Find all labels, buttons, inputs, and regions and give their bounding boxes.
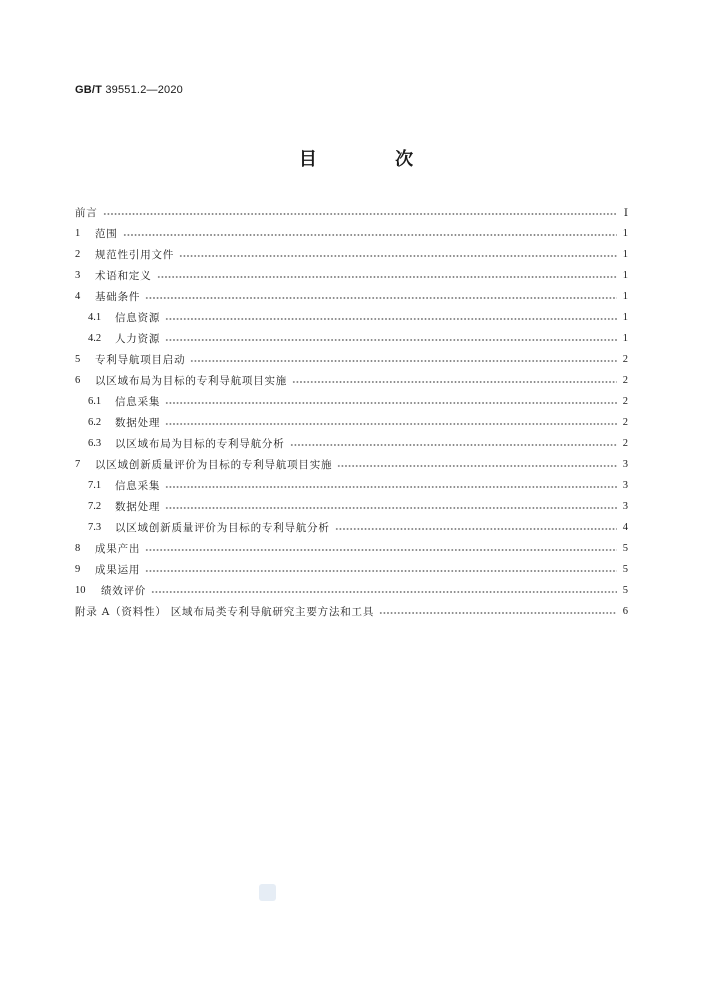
toc-dot-leader	[165, 486, 617, 488]
toc-entry-number: 7.2	[88, 501, 102, 512]
toc-entry-label: 范围	[95, 228, 118, 240]
toc-entry-page: 2	[622, 354, 628, 365]
toc-entry-number: 3	[75, 270, 81, 281]
toc-entry-label: 规范性引用文件	[95, 249, 175, 261]
page-title: 目 次	[298, 149, 450, 170]
toc-entry-label: 专利导航项目启动	[95, 354, 186, 366]
toc-entry-label: 附录 A（资料性） 区域布局类专利导航研究主要方法和工具	[75, 606, 375, 618]
standard-prefix: GB/T	[75, 84, 103, 96]
toc-entry-number: 7.1	[88, 480, 102, 491]
toc-entry-page: 1	[622, 291, 628, 302]
toc-entry-page: 2	[622, 375, 628, 386]
toc-entry-page: 5	[622, 543, 628, 554]
toc-dot-leader	[165, 507, 617, 509]
toc-entry-number: 10	[75, 585, 86, 596]
toc-entry-label: 以区域布局为目标的专利导航项目实施	[95, 375, 288, 387]
toc-entry-number: 4.1	[88, 312, 102, 323]
toc-entry-number: 1	[75, 228, 81, 239]
toc-entry-page: 3	[622, 480, 628, 491]
toc-entry-page: 3	[622, 459, 628, 470]
toc-entry-label: 以区域创新质量评价为目标的专利导航项目实施	[95, 459, 333, 471]
toc-entry-label: 信息采集	[115, 480, 161, 492]
toc-entry[interactable]	[75, 496, 628, 517]
toc-dot-leader	[337, 465, 617, 467]
table-of-contents	[75, 202, 628, 622]
toc-entry[interactable]	[75, 580, 628, 601]
watermark-logo	[259, 884, 276, 901]
toc-dot-leader	[157, 276, 618, 278]
toc-entry-label: 人力资源	[115, 333, 161, 345]
toc-entry-number: 6.3	[88, 438, 102, 449]
toc-dot-leader	[165, 423, 617, 425]
toc-entry-page: Ⅰ	[623, 207, 628, 219]
toc-entry-number: 7	[75, 459, 81, 470]
toc-entry-number: 8	[75, 543, 81, 554]
toc-entry-page: 4	[622, 522, 628, 533]
toc-entry-page: 1	[622, 312, 628, 323]
toc-dot-leader	[145, 297, 617, 299]
toc-entry[interactable]	[75, 559, 628, 580]
toc-entry-page: 2	[622, 396, 628, 407]
toc-entry-label: 信息资源	[115, 312, 161, 324]
toc-entry[interactable]	[75, 475, 628, 496]
toc-entry[interactable]	[75, 412, 628, 433]
toc-dot-leader	[103, 213, 617, 215]
toc-dot-leader	[165, 339, 617, 341]
toc-entry[interactable]	[75, 328, 628, 349]
toc-entry-label: 数据处理	[115, 417, 161, 429]
toc-entry[interactable]	[75, 202, 628, 223]
toc-entry-page: 1	[622, 333, 628, 344]
toc-entry-number: 2	[75, 249, 81, 260]
toc-entry-page: 2	[622, 438, 628, 449]
toc-entry-label: 以区域创新质量评价为目标的专利导航分析	[115, 522, 330, 534]
toc-entry-label: 绩效评价	[101, 585, 147, 597]
toc-entry-page: 2	[622, 417, 628, 428]
toc-entry-label: 基础条件	[95, 291, 141, 303]
toc-entry[interactable]	[75, 244, 628, 265]
toc-entry-page: 5	[622, 585, 628, 596]
toc-entry[interactable]	[75, 265, 628, 286]
toc-dot-leader	[123, 234, 617, 236]
toc-entry-number: 6	[75, 375, 81, 386]
toc-entry-number: 7.3	[88, 522, 102, 533]
toc-entry-label: 信息采集	[115, 396, 161, 408]
toc-entry-label: 术语和定义	[95, 270, 152, 282]
toc-entry-number: 4.2	[88, 333, 102, 344]
toc-dot-leader	[145, 570, 617, 572]
toc-entry[interactable]	[75, 223, 628, 244]
toc-entry-page: 1	[622, 270, 628, 281]
toc-entry-page: 6	[622, 606, 628, 617]
toc-entry-number: 5	[75, 354, 81, 365]
toc-entry[interactable]	[75, 286, 628, 307]
toc-dot-leader	[379, 612, 617, 614]
toc-dot-leader	[290, 444, 618, 446]
toc-entry-page: 1	[622, 228, 628, 239]
toc-entry-number: 9	[75, 564, 81, 575]
toc-entry-label: 以区域布局为目标的专利导航分析	[115, 438, 285, 450]
toc-dot-leader	[179, 255, 617, 257]
toc-entry-page: 5	[622, 564, 628, 575]
toc-entry[interactable]	[75, 601, 628, 622]
toc-entry[interactable]	[75, 433, 628, 454]
toc-entry-number: 4	[75, 291, 81, 302]
toc-entry[interactable]	[75, 517, 628, 538]
document-code	[75, 84, 183, 96]
toc-dot-leader	[145, 549, 617, 551]
toc-entry[interactable]	[75, 454, 628, 475]
toc-entry[interactable]	[75, 370, 628, 391]
toc-entry-number: 6.2	[88, 417, 102, 428]
toc-entry-label: 成果产出	[95, 543, 141, 555]
toc-entry-label: 数据处理	[115, 501, 161, 513]
toc-dot-leader	[292, 381, 617, 383]
toc-entry[interactable]	[75, 307, 628, 328]
toc-entry[interactable]	[75, 391, 628, 412]
toc-entry-label: 前言	[75, 207, 98, 219]
standard-number: 39551.2—2020	[105, 84, 183, 96]
toc-dot-leader	[151, 591, 617, 593]
toc-entry-page: 1	[622, 249, 628, 260]
toc-dot-leader	[335, 528, 617, 530]
toc-entry-label: 成果运用	[95, 564, 141, 576]
toc-dot-leader	[190, 360, 617, 362]
toc-entry[interactable]	[75, 349, 628, 370]
toc-entry-page: 3	[622, 501, 628, 512]
toc-dot-leader	[165, 402, 617, 404]
toc-entry-number: 6.1	[88, 396, 102, 407]
toc-dot-leader	[165, 318, 617, 320]
toc-entry[interactable]	[75, 538, 628, 559]
